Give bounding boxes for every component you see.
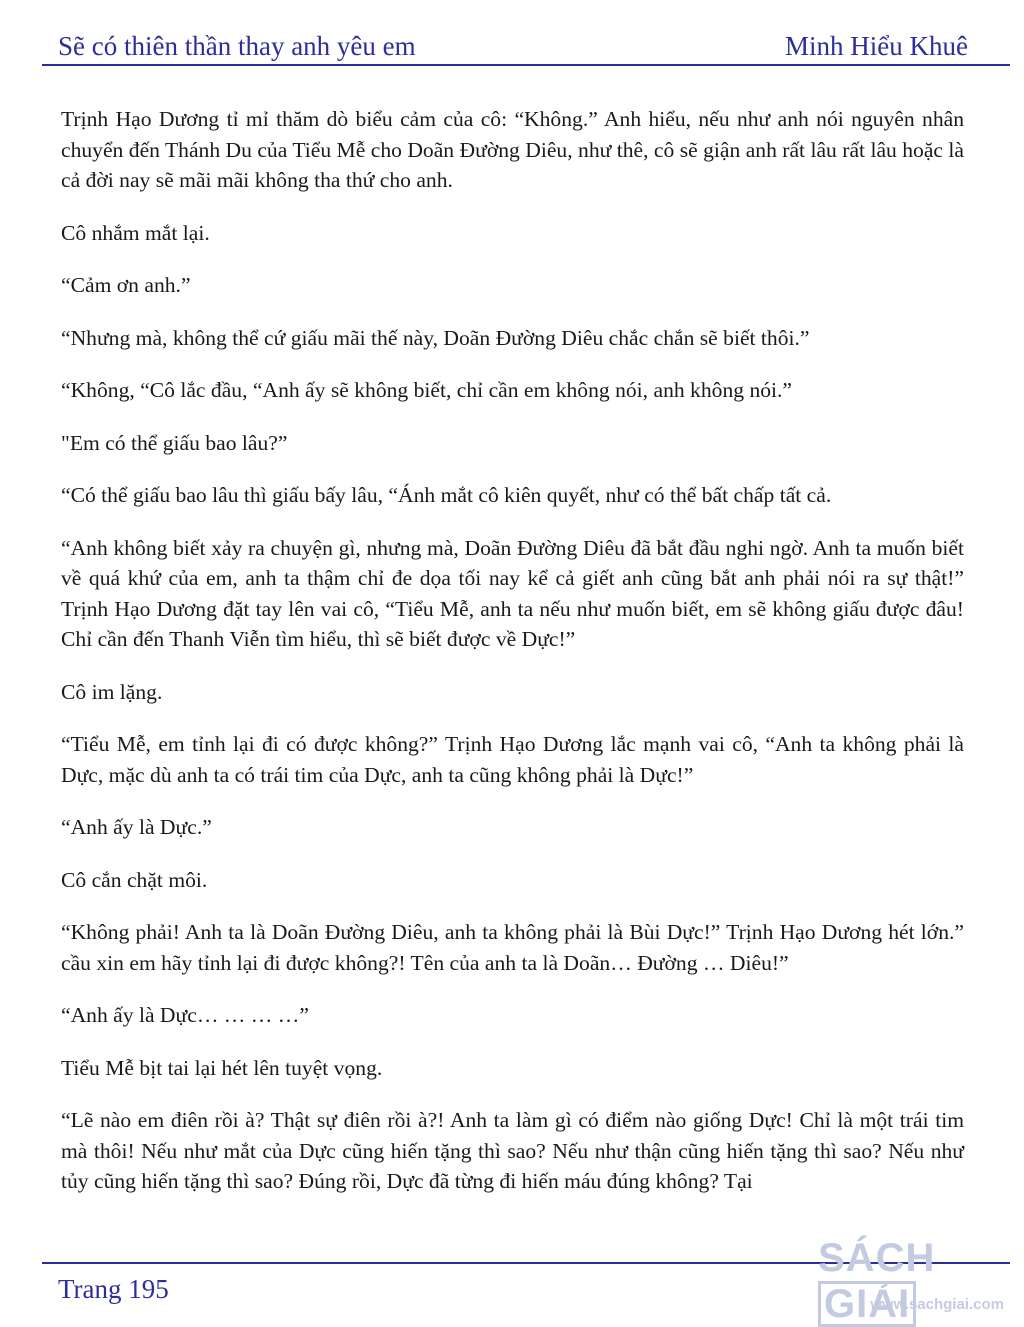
paragraph: “Có thể giấu bao lâu thì giấu bấy lâu, “Ánh mắt cô kiên quyết, như có thể bất chấp tất cả. — [61, 483, 832, 507]
watermark-logo — [818, 1236, 1018, 1327]
book-title: Sẽ có thiên thần thay anh yêu em — [58, 31, 416, 61]
page-body — [61, 104, 964, 1219]
header-divider — [42, 64, 1010, 66]
paragraph: “Anh ấy là Dực… … … …” — [61, 1003, 309, 1027]
paragraph: "Em có thể giấu bao lâu?” — [61, 430, 288, 455]
watermark — [818, 1226, 1018, 1326]
paragraph: “Anh ấy là Dực.” — [61, 815, 212, 839]
page-number: Trang 195 — [58, 1274, 169, 1304]
paragraph: Cô cắn chặt môi. — [61, 867, 208, 892]
paragraph: Trịnh Hạo Dương tỉ mỉ thăm dò biểu cảm của cô: “Không.” Anh hiểu, nếu như anh nói nguyên nhân chuyển đến Thánh Du của Tiểu Mễ cho Doãn Đường Diêu, như thê, cô sẽ giận anh rất lâu rất lâu hoặc là cả đời nay sẽ mãi mãi không tha thứ cho anh. — [61, 107, 964, 192]
paragraph: “Nhưng mà, không thể cứ giấu mãi thế này, Doãn Đường Diêu chắc chắn sẽ biết thôi.” — [61, 325, 810, 350]
author-name: Minh Hiểu Khuê — [785, 31, 968, 61]
watermark-logo-text-2: GIẢI — [818, 1281, 916, 1327]
watermark-url: www.sachgiai.com — [870, 1296, 1004, 1313]
paragraph: Cô im lặng. — [61, 679, 163, 704]
paragraph: Cô nhắm mắt lại. — [61, 220, 210, 245]
paragraph: “Không, “Cô lắc đầu, “Anh ấy sẽ không biết, chỉ cần em không nói, anh không nói.” — [61, 378, 793, 402]
paragraph: “Không phải! Anh ta là Doãn Đường Diêu, anh ta không phải là Bùi Dực!” Trịnh Hạo Dương hét lớn.” cầu xin em hãy tỉnh lại đi được không?! Tên của anh ta là Doãn… Đường … Diêu!” — [61, 920, 964, 975]
paragraph: “Tiểu Mễ, em tỉnh lại đi có được không?” Trịnh Hạo Dương lắc mạnh vai cô, “Anh ta không phải là Dực, mặc dù anh ta có trái tim của Dực, anh ta cũng không phải là Dực!” — [61, 732, 964, 787]
watermark-logo-text-1: SÁCH — [818, 1236, 936, 1280]
paragraph: “Cảm ơn anh.” — [61, 273, 191, 297]
paragraph: Tiểu Mễ bịt tai lại hét lên tuyệt vọng. — [61, 1055, 383, 1080]
paragraph: “Lẽ nào em điên rồi à? Thật sự điên rồi à?! Anh ta làm gì có điểm nào giống Dực! Chỉ là một trái tim mà thôi! Nếu như mắt của Dực cũng hiến tặng thì sao? Nếu như thận cũng hiến tặng thì sao? Nếu như tủy cũng hiến tặng thì sao? Đúng rồi, Dực đã từng đi hiến máu đúng không? Tại — [61, 1108, 964, 1193]
paragraph: “Anh không biết xảy ra chuyện gì, nhưng mà, Doãn Đường Diêu đã bắt đầu nghi ngờ. Anh ta muốn biết về quá khứ của em, anh ta thậm chỉ đe dọa tối nay kể cả giết anh cũng bắt anh phải nói ra sự thật!” Trịnh Hạo Dương đặt tay lên vai cô, “Tiểu Mễ, anh ta nếu như muốn biết, em sẽ không giấu được đâu! Chỉ cần đến Thanh Viễn tìm hiểu, thì sẽ biết được về Dực!” — [61, 535, 964, 651]
page-header — [58, 22, 968, 62]
